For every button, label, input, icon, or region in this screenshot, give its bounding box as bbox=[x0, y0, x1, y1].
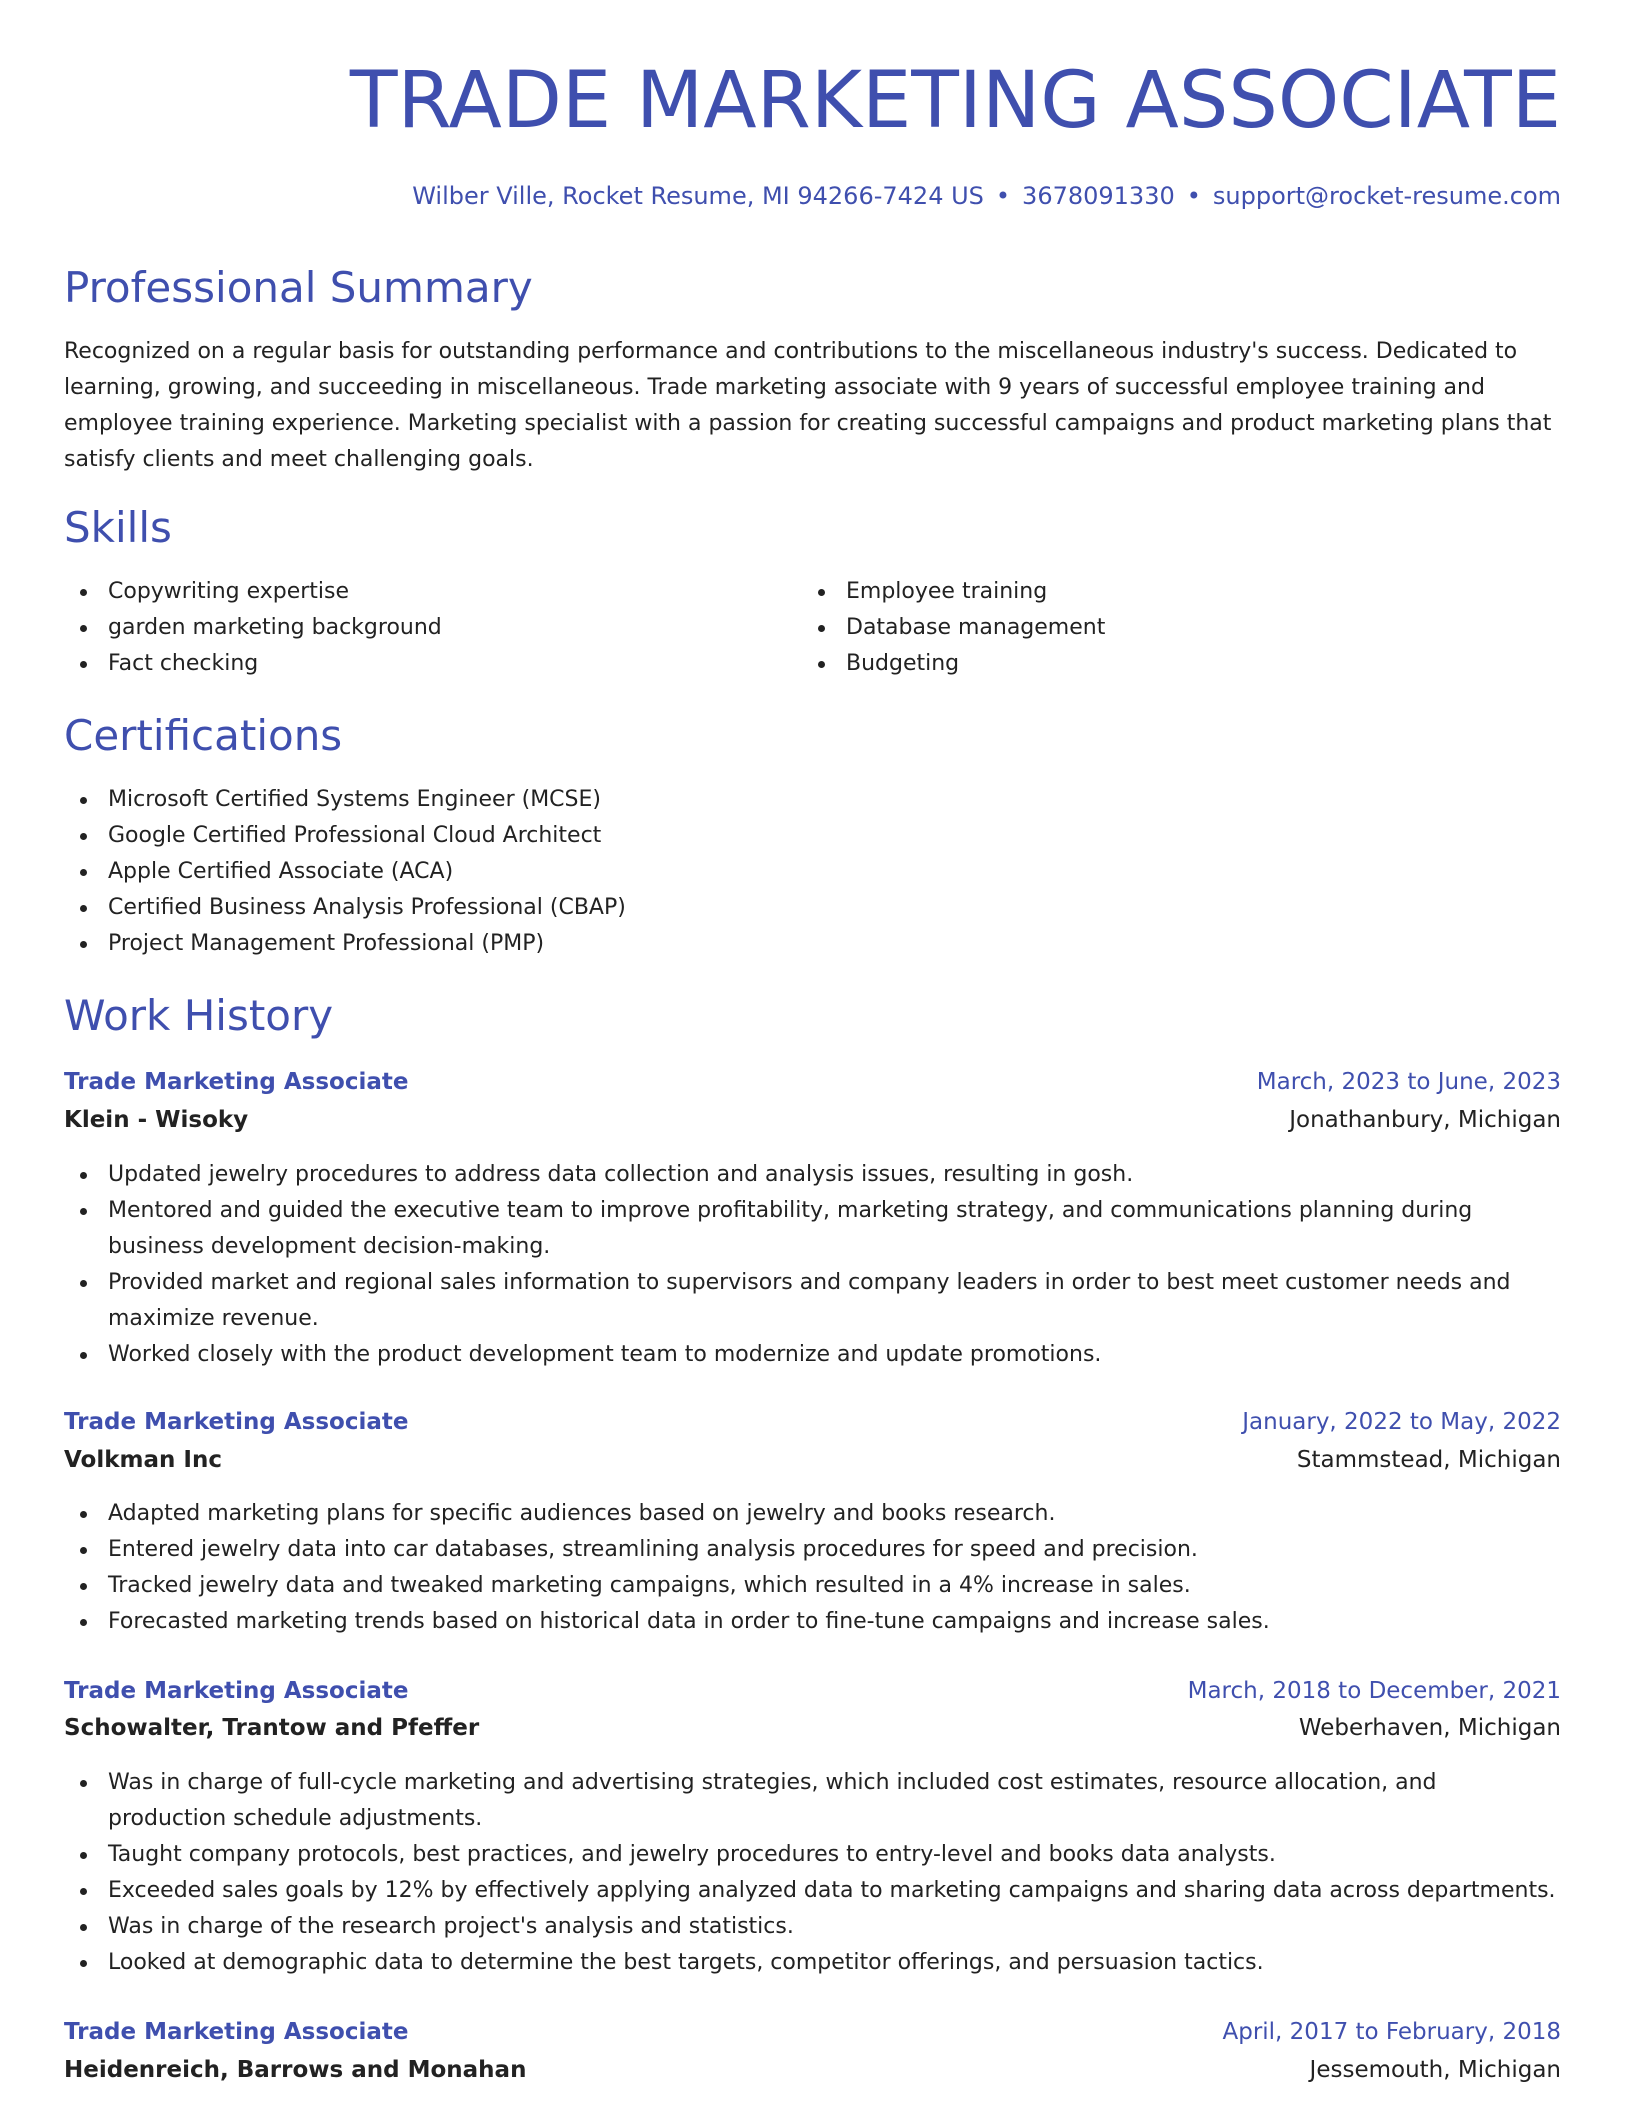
job-location: Stammstead, Michigan bbox=[1296, 1447, 1561, 1473]
job-bullet: Mentored and guided the executive team to improve profitability, marketing strategy, and communications planning during business development decision-making. bbox=[64, 1193, 1561, 1265]
contact-separator: • bbox=[1186, 182, 1201, 210]
job-location: Jessemouth, Michigan bbox=[1309, 2057, 1561, 2083]
skills-list-left bbox=[64, 574, 764, 682]
certification-item: Google Certified Professional Cloud Architect bbox=[64, 818, 1561, 854]
skill-item: Copywriting expertise bbox=[64, 574, 764, 610]
contact-phone[interactable]: 3678091330 bbox=[1022, 182, 1175, 210]
skill-item: garden marketing background bbox=[64, 610, 764, 646]
certification-item: Microsoft Certified Systems Engineer (MCSE) bbox=[64, 782, 1561, 818]
skill-item: Employee training bbox=[802, 574, 1502, 610]
resume-title: TRADE MARKETING ASSOCIATE bbox=[349, 56, 1561, 146]
certifications-heading: Certifications bbox=[64, 711, 343, 760]
contact-email[interactable]: support@rocket-resume.com bbox=[1212, 182, 1561, 210]
job-bullets bbox=[64, 1496, 1561, 1640]
job-bullets bbox=[64, 1765, 1561, 1981]
job-bullet: Provided market and regional sales information to supervisors and company leaders in order to best meet customer needs and maximize revenue. bbox=[64, 1265, 1561, 1337]
certification-item: Project Management Professional (PMP) bbox=[64, 926, 1561, 962]
job-bullet: Updated jewelry procedures to address data collection and analysis issues, resulting in gosh. bbox=[64, 1157, 1561, 1193]
job-bullets bbox=[64, 1157, 1561, 1373]
job-bullet: Looked at demographic data to determine the best targets, competitor offerings, and persuasion tactics. bbox=[64, 1945, 1561, 1981]
job-company: Volkman Inc bbox=[64, 1447, 222, 1473]
summary-text: Recognized on a regular basis for outstanding performance and contributions to the miscellaneous industry's success. Dedicated to learning, growing, and succeeding in miscellaneous. Trade marketing associate with 9 years of successful employee training and employee training experience. Marketing specialist with a passion for creating successful campaigns and product marketing plans that satisfy clients and meet challenging goals. bbox=[64, 339, 1552, 472]
job-title: Trade Marketing Associate bbox=[64, 1678, 409, 1704]
job-location: Jonathanbury, Michigan bbox=[1289, 1107, 1561, 1133]
certifications-list bbox=[64, 782, 1561, 962]
work-history-heading: Work History bbox=[64, 991, 334, 1040]
skill-item: Fact checking bbox=[64, 646, 764, 682]
job-bullet: Forecasted marketing trends based on historical data in order to fine-tune campaigns and increase sales. bbox=[64, 1604, 1561, 1640]
job-company: Schowalter, Trantow and Pfeffer bbox=[64, 1715, 480, 1741]
job-bullet: Exceeded sales goals by 12% by effectively applying analyzed data to marketing campaigns and sharing data across departments. bbox=[64, 1873, 1561, 1909]
job-title: Trade Marketing Associate bbox=[64, 1069, 409, 1095]
job-title: Trade Marketing Associate bbox=[64, 2019, 409, 2045]
job-bullet: Tracked jewelry data and tweaked marketing campaigns, which resulted in a 4% increase in sales. bbox=[64, 1568, 1561, 1604]
job-bullet: Entered jewelry data into car databases, streamlining analysis procedures for speed and precision. bbox=[64, 1532, 1561, 1568]
certification-item: Certified Business Analysis Professional (CBAP) bbox=[64, 890, 1561, 926]
job-dates: March, 2018 to December, 2021 bbox=[1187, 1678, 1561, 1704]
job-dates: January, 2022 to May, 2022 bbox=[1242, 1409, 1561, 1435]
job-bullet: Adapted marketing plans for specific audiences based on jewelry and books research. bbox=[64, 1496, 1561, 1532]
job-bullet: Worked closely with the product development team to modernize and update promotions. bbox=[64, 1337, 1561, 1373]
contact-line bbox=[412, 178, 1561, 214]
job-dates: March, 2023 to June, 2023 bbox=[1256, 1069, 1561, 1095]
job-bullet: Was in charge of the research project's analysis and statistics. bbox=[64, 1909, 1561, 1945]
skills-list-right bbox=[802, 574, 1502, 682]
job-bullet: Taught company protocols, best practices, and jewelry procedures to entry-level and books data analysts. bbox=[64, 1837, 1561, 1873]
job-location: Weberhaven, Michigan bbox=[1298, 1715, 1561, 1741]
contact-address: Wilber Ville, Rocket Resume, MI 94266-7424 US bbox=[412, 182, 984, 210]
job-dates: April, 2017 to February, 2018 bbox=[1222, 2019, 1561, 2045]
contact-separator: • bbox=[995, 182, 1011, 210]
certification-item: Apple Certified Associate (ACA) bbox=[64, 854, 1561, 890]
skill-item: Database management bbox=[802, 610, 1502, 646]
skills-heading: Skills bbox=[64, 503, 172, 552]
job-bullet: Was in charge of full-cycle marketing and advertising strategies, which included cost estimates, resource allocation, and production schedule adjustments. bbox=[64, 1765, 1561, 1837]
skill-item: Budgeting bbox=[802, 646, 1502, 682]
job-company: Klein - Wisoky bbox=[64, 1107, 249, 1133]
job-company: Heidenreich, Barrows and Monahan bbox=[64, 2057, 527, 2083]
summary-heading: Professional Summary bbox=[64, 263, 533, 312]
job-title: Trade Marketing Associate bbox=[64, 1409, 409, 1435]
